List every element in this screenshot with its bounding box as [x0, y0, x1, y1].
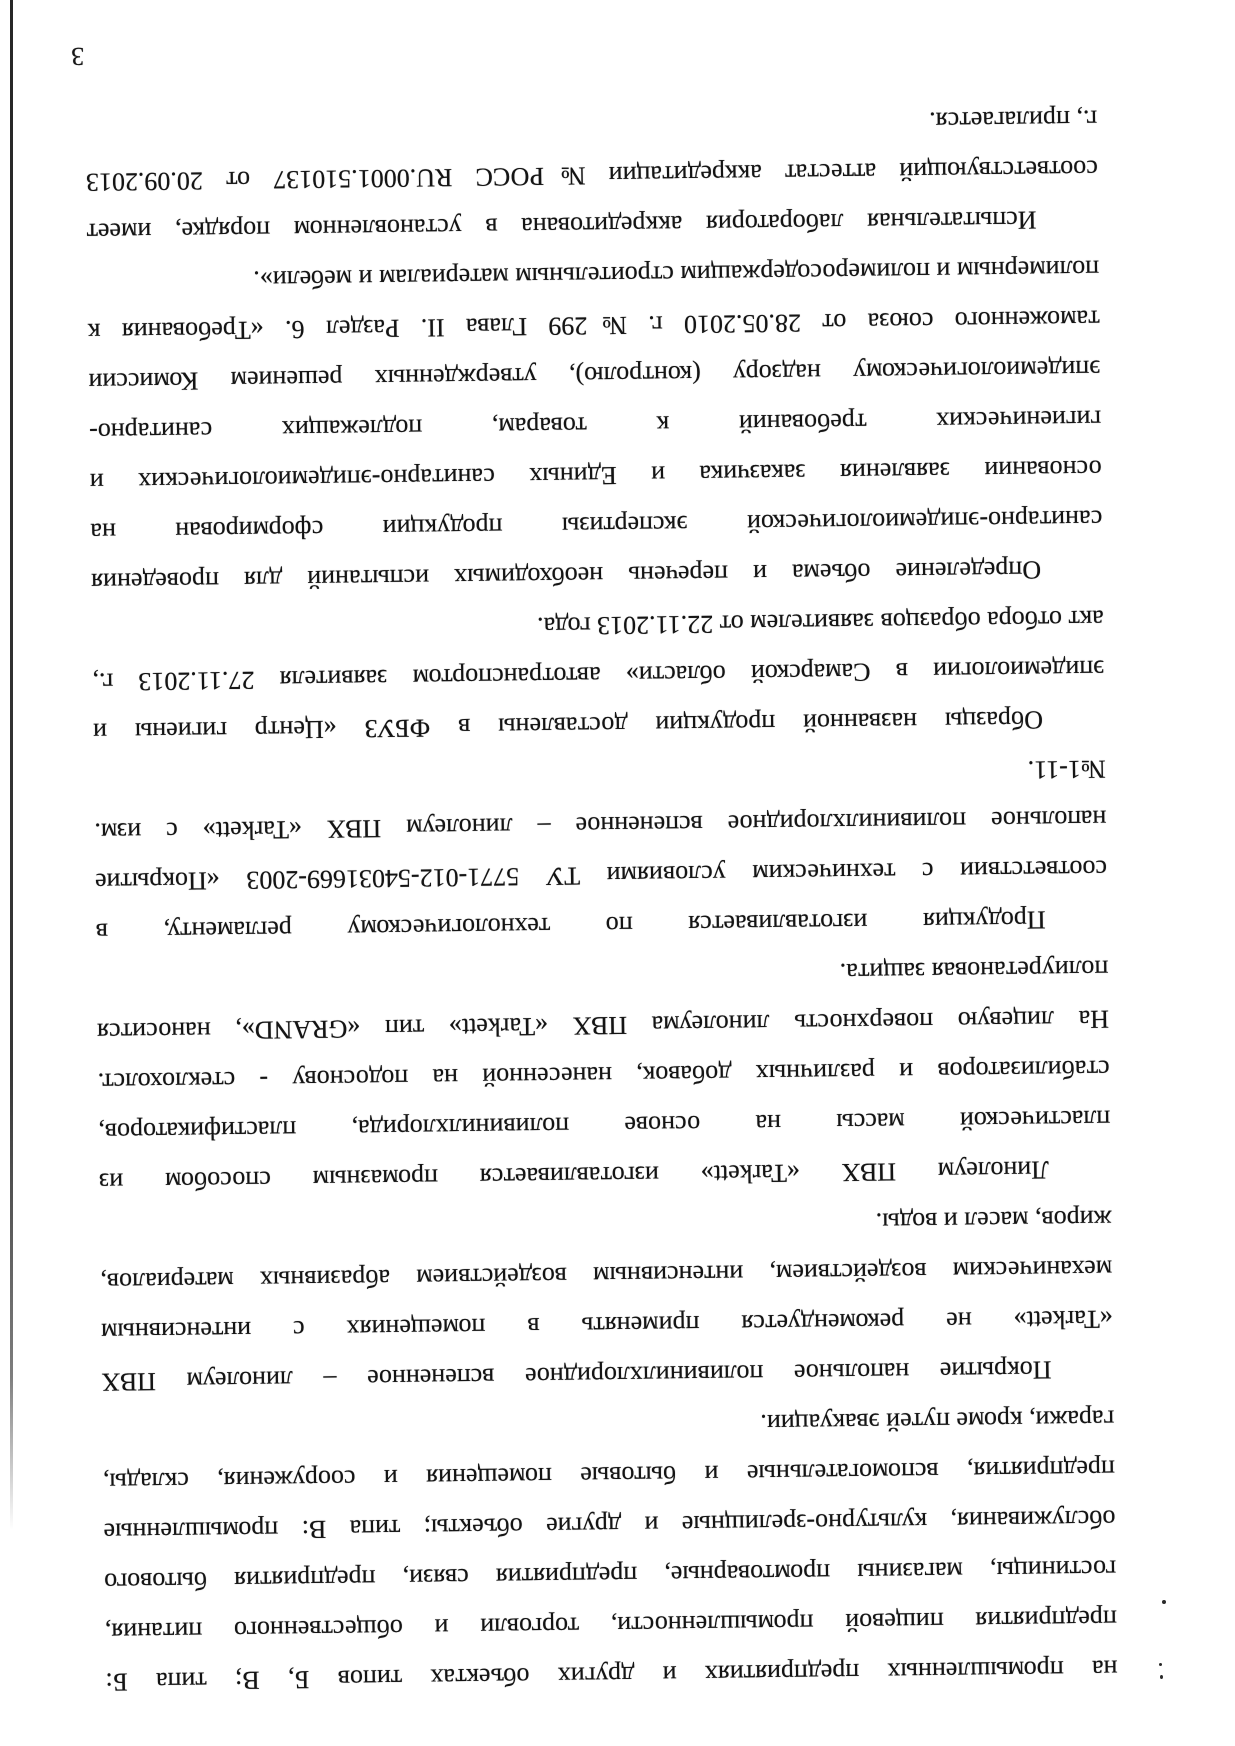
paragraph: [96, 944, 1111, 1207]
paragraph: [102, 1394, 1118, 1707]
text-line: предприятия пищевой промышленности, торговли и общественного питания,: [104, 1604, 1117, 1647]
text-line: таможенного союза от 28.05.2010 г. №299 Глава II. Раздел 6. «Требования к: [87, 304, 1100, 347]
text-line: гигиенических требований к товарам, подлежащих санитарно-: [88, 404, 1102, 447]
text-line: «Tarkett» не рекомендуется применять в помещениях с интенсивным: [100, 1304, 1114, 1347]
text-line: предприятия, вспомогательные и бытовые помещения и сооружения, склады,: [102, 1454, 1116, 1497]
text-line: На лицевую поверхность линолеума ПВХ «Tarkett» тип «GRAND», наносится: [96, 1004, 1110, 1047]
text-line: №1-11.: [1027, 754, 1106, 785]
text-line: Линолеум ПВХ «Tarkett» изготавливается промазным способом из: [98, 1155, 1050, 1197]
text-line: основании заявления заказчика и Единых санитарно-эпидемиологических и: [89, 454, 1102, 497]
paragraph: [99, 1194, 1114, 1407]
text-block: [85, 94, 1118, 1707]
paragraph: [87, 244, 1103, 607]
scan-artifact-dot: [1160, 1675, 1163, 1679]
page-number: 3: [71, 41, 85, 72]
text-line: эпидемиологическому надзору (контролю), утвержденных решением Комиссии: [88, 354, 1101, 397]
text-line: акт отбора образцов заявителем от 22.11.2013 года.: [536, 604, 1104, 642]
text-line: механическим воздействием, интенсивным воздействием абразивных материалов,: [100, 1254, 1113, 1297]
text-line: эпидемиологии в Самарской области» автотранспортом заявителя 27.11.2013 г.,: [92, 654, 1105, 697]
text-line: напольное поливинилхлоридное вспененное – линолеум ПВХ «Tarkett» с изм.: [94, 804, 1107, 847]
text-line: пластической массы на основе поливинилхлорида, пластификаторов,: [98, 1104, 1111, 1147]
text-line: обслуживания, культурно-зрелищные и другие объекты; типа В: промышленные: [103, 1504, 1116, 1547]
scan-artifact-dot: [1162, 1600, 1166, 1604]
text-line: соответствии с техническим условиями ТУ 5771-012-54031669-2003 «Покрытие: [94, 854, 1108, 897]
text-line: соответствующий аттестат аккредитации №РОСС RU.0001.510137 от 20.09.2013: [85, 154, 1099, 197]
text-line: санитарно-эпидемиологической экспертизы продукции сформирован на: [90, 504, 1103, 547]
text-line: Испытательная лаборатория аккредитована в установленном порядке, имеет: [86, 205, 1037, 247]
text-line: полиуретановая защита.: [839, 954, 1109, 988]
text-line: жиров, масел и воды.: [875, 1204, 1112, 1237]
text-line: на промышленных предприятиях и других объектах типов Б, В; типа Б:: [105, 1654, 1118, 1697]
text-line: Определение объема и перечень необходимых испытаний для проведения: [90, 555, 1042, 597]
scan-edge-artifact: [10, 0, 13, 1530]
text-line: гаражи, кроме путей эвакуации.: [760, 1404, 1115, 1439]
paragraph: [93, 744, 1108, 957]
text-line: Покрытие напольное поливинилхлоридное вспененное – линолеум ПВХ: [101, 1355, 1052, 1397]
paragraph: [85, 94, 1099, 257]
text-line: Образцы названной продукции доставлены в ФБУЗ «Центр гигиены и: [92, 705, 1044, 747]
paragraph: [91, 594, 1105, 757]
text-line: стабилизаторов и различных добавок, нанесенной на подоснову - стеклохолст.: [97, 1054, 1110, 1097]
text-line: г., прилагается.: [928, 104, 1098, 136]
scan-artifact-dot: [1159, 1663, 1162, 1666]
text-line: гостиницы, магазины промтоварные, предприятия связи, предприятия бытового: [104, 1554, 1117, 1597]
text-line: Продукция изготавливается по технологическому регламенту, в: [95, 905, 1046, 947]
text-line: полимерным и полимеросодержащим строительным материалам и мебели».: [253, 254, 1100, 295]
